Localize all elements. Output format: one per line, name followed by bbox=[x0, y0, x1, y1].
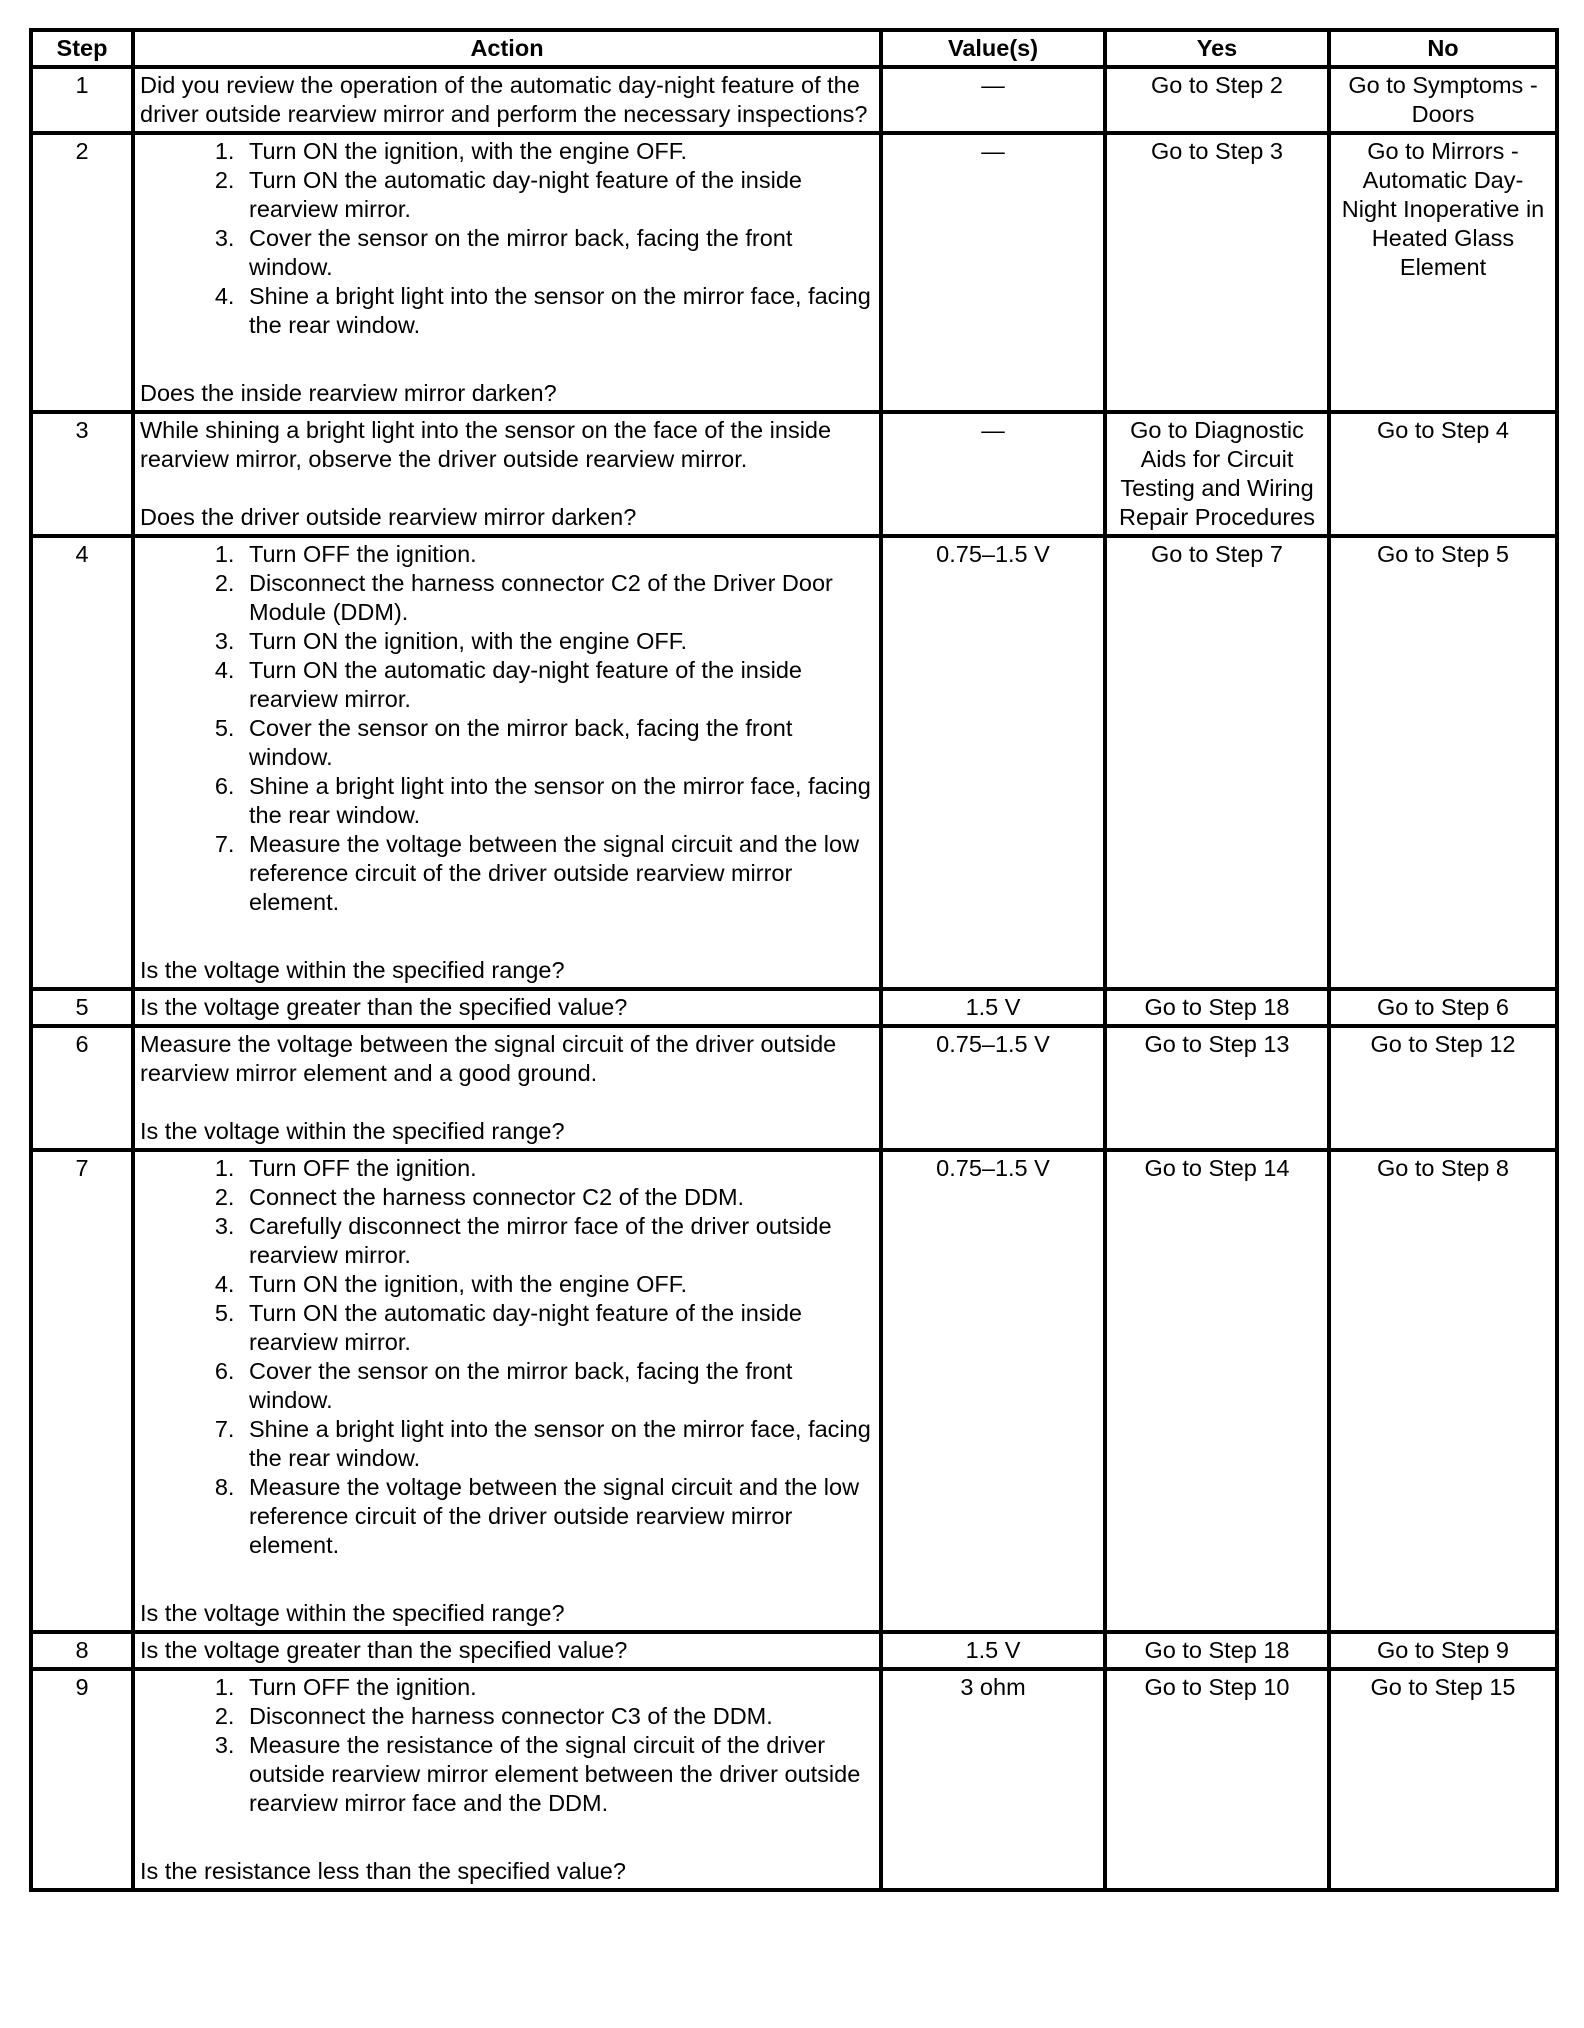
procedure-step: 4. Shine a bright light into the sensor on the mirror face, facing the rear window. bbox=[241, 282, 874, 340]
no-cell: Go to Step 5 bbox=[1329, 536, 1557, 989]
no-cell: Go to Step 12 bbox=[1329, 1026, 1557, 1150]
action-cell bbox=[133, 989, 881, 1026]
procedure-list bbox=[140, 540, 874, 917]
procedure-step: 3. Measure the resistance of the signal circuit of the driver outside rearview mirror element between the driver outside rearview mirror face and the DDM. bbox=[241, 1731, 874, 1818]
procedure-step: 2. Turn ON the automatic day-night feature of the inside rearview mirror. bbox=[241, 166, 874, 224]
header-step: Step bbox=[31, 30, 133, 67]
procedure-step: 3. Cover the sensor on the mirror back, facing the front window. bbox=[241, 224, 874, 282]
no-cell: Go to Step 6 bbox=[1329, 989, 1557, 1026]
action-question: Does the inside rearview mirror darken? bbox=[140, 380, 557, 406]
procedure-step: 3. Carefully disconnect the mirror face of the driver outside rearview mirror. bbox=[241, 1212, 874, 1270]
step-number: 4 bbox=[31, 536, 133, 989]
table-row bbox=[31, 1026, 1557, 1150]
procedure-step: 2. Disconnect the harness connector C2 of the Driver Door Module (DDM). bbox=[241, 569, 874, 627]
action-question: Is the voltage within the specified range? bbox=[140, 1600, 565, 1626]
procedure-list bbox=[140, 137, 874, 340]
step-number: 9 bbox=[31, 1669, 133, 1890]
procedure-step: 4. Turn ON the ignition, with the engine OFF. bbox=[241, 1270, 874, 1299]
no-cell: Go to Step 8 bbox=[1329, 1150, 1557, 1632]
action-question: Does the driver outside rearview mirror darken? bbox=[140, 504, 637, 530]
procedure-step: 3. Turn ON the ignition, with the engine OFF. bbox=[241, 627, 874, 656]
yes-cell: Go to Step 13 bbox=[1105, 1026, 1329, 1150]
action-intro: While shining a bright light into the sensor on the face of the inside rearview mirror, observe the driver outside rearview mirror. bbox=[140, 417, 832, 472]
action-cell bbox=[133, 133, 881, 412]
table-row bbox=[31, 412, 1557, 536]
yes-cell: Go to Step 3 bbox=[1105, 133, 1329, 412]
table-row bbox=[31, 67, 1557, 133]
procedure-step: 7. Measure the voltage between the signal circuit and the low reference circuit of the driver outside rearview mirror element. bbox=[241, 830, 874, 917]
procedure-step: 7. Shine a bright light into the sensor on the mirror face, facing the rear window. bbox=[241, 1415, 874, 1473]
value-cell: — bbox=[881, 67, 1105, 133]
procedure-step: 2. Disconnect the harness connector C3 of the DDM. bbox=[241, 1702, 874, 1731]
procedure-step: 1. Turn OFF the ignition. bbox=[241, 1154, 874, 1183]
no-cell: Go to Step 9 bbox=[1329, 1632, 1557, 1669]
table-row bbox=[31, 1632, 1557, 1669]
action-intro: Did you review the operation of the automatic day-night feature of the driver outside rearview mirror and perform the necessary inspections? bbox=[140, 72, 868, 127]
procedure-step: 1. Turn OFF the ignition. bbox=[241, 1673, 874, 1702]
diagnostic-table bbox=[29, 28, 1559, 1892]
no-cell: Go to Symptoms - Doors bbox=[1329, 67, 1557, 133]
table-header-row bbox=[31, 30, 1557, 67]
procedure-list bbox=[140, 1154, 874, 1560]
procedure-step: 4. Turn ON the automatic day-night feature of the inside rearview mirror. bbox=[241, 656, 874, 714]
action-question: Is the voltage greater than the specified value? bbox=[140, 994, 628, 1020]
yes-cell: Go to Step 14 bbox=[1105, 1150, 1329, 1632]
procedure-step: 5. Cover the sensor on the mirror back, facing the front window. bbox=[241, 714, 874, 772]
step-number: 5 bbox=[31, 989, 133, 1026]
value-cell: — bbox=[881, 412, 1105, 536]
action-question: Is the voltage within the specified range? bbox=[140, 1118, 565, 1144]
action-cell bbox=[133, 1632, 881, 1669]
action-cell bbox=[133, 536, 881, 989]
yes-cell: Go to Step 18 bbox=[1105, 989, 1329, 1026]
procedure-step: 1. Turn OFF the ignition. bbox=[241, 540, 874, 569]
value-cell: 0.75–1.5 V bbox=[881, 1150, 1105, 1632]
action-cell bbox=[133, 412, 881, 536]
header-yes: Yes bbox=[1105, 30, 1329, 67]
value-cell: 1.5 V bbox=[881, 1632, 1105, 1669]
value-cell: 0.75–1.5 V bbox=[881, 1026, 1105, 1150]
procedure-step: 1. Turn ON the ignition, with the engine OFF. bbox=[241, 137, 874, 166]
table-row bbox=[31, 989, 1557, 1026]
yes-cell: Go to Step 10 bbox=[1105, 1669, 1329, 1890]
action-intro: Measure the voltage between the signal circuit of the driver outside rearview mirror element and a good ground. bbox=[140, 1031, 837, 1086]
no-cell: Go to Step 15 bbox=[1329, 1669, 1557, 1890]
table-row bbox=[31, 1150, 1557, 1632]
procedure-step: 6. Shine a bright light into the sensor on the mirror face, facing the rear window. bbox=[241, 772, 874, 830]
value-cell: — bbox=[881, 133, 1105, 412]
no-cell: Go to Mirrors - Automatic Day-Night Inoperative in Heated Glass Element bbox=[1329, 133, 1557, 412]
value-cell: 1.5 V bbox=[881, 989, 1105, 1026]
procedure-step: 2. Connect the harness connector C2 of the DDM. bbox=[241, 1183, 874, 1212]
action-cell bbox=[133, 1150, 881, 1632]
table-row bbox=[31, 536, 1557, 989]
procedure-step: 8. Measure the voltage between the signal circuit and the low reference circuit of the driver outside rearview mirror element. bbox=[241, 1473, 874, 1560]
procedure-list bbox=[140, 1673, 874, 1818]
header-action: Action bbox=[133, 30, 881, 67]
yes-cell: Go to Step 7 bbox=[1105, 536, 1329, 989]
action-question: Is the resistance less than the specified value? bbox=[140, 1858, 626, 1884]
procedure-step: 5. Turn ON the automatic day-night feature of the inside rearview mirror. bbox=[241, 1299, 874, 1357]
step-number: 8 bbox=[31, 1632, 133, 1669]
table-row bbox=[31, 1669, 1557, 1890]
step-number: 2 bbox=[31, 133, 133, 412]
action-question: Is the voltage within the specified range? bbox=[140, 957, 565, 983]
yes-cell: Go to Step 2 bbox=[1105, 67, 1329, 133]
no-cell: Go to Step 4 bbox=[1329, 412, 1557, 536]
action-cell bbox=[133, 1026, 881, 1150]
value-cell: 3 ohm bbox=[881, 1669, 1105, 1890]
yes-cell: Go to Diagnostic Aids for Circuit Testing and Wiring Repair Procedures bbox=[1105, 412, 1329, 536]
action-question: Is the voltage greater than the specified value? bbox=[140, 1637, 628, 1663]
header-no: No bbox=[1329, 30, 1557, 67]
step-number: 3 bbox=[31, 412, 133, 536]
step-number: 6 bbox=[31, 1026, 133, 1150]
procedure-step: 6. Cover the sensor on the mirror back, facing the front window. bbox=[241, 1357, 874, 1415]
value-cell: 0.75–1.5 V bbox=[881, 536, 1105, 989]
action-cell bbox=[133, 67, 881, 133]
yes-cell: Go to Step 18 bbox=[1105, 1632, 1329, 1669]
step-number: 1 bbox=[31, 67, 133, 133]
table-row bbox=[31, 133, 1557, 412]
action-cell bbox=[133, 1669, 881, 1890]
header-values: Value(s) bbox=[881, 30, 1105, 67]
step-number: 7 bbox=[31, 1150, 133, 1632]
